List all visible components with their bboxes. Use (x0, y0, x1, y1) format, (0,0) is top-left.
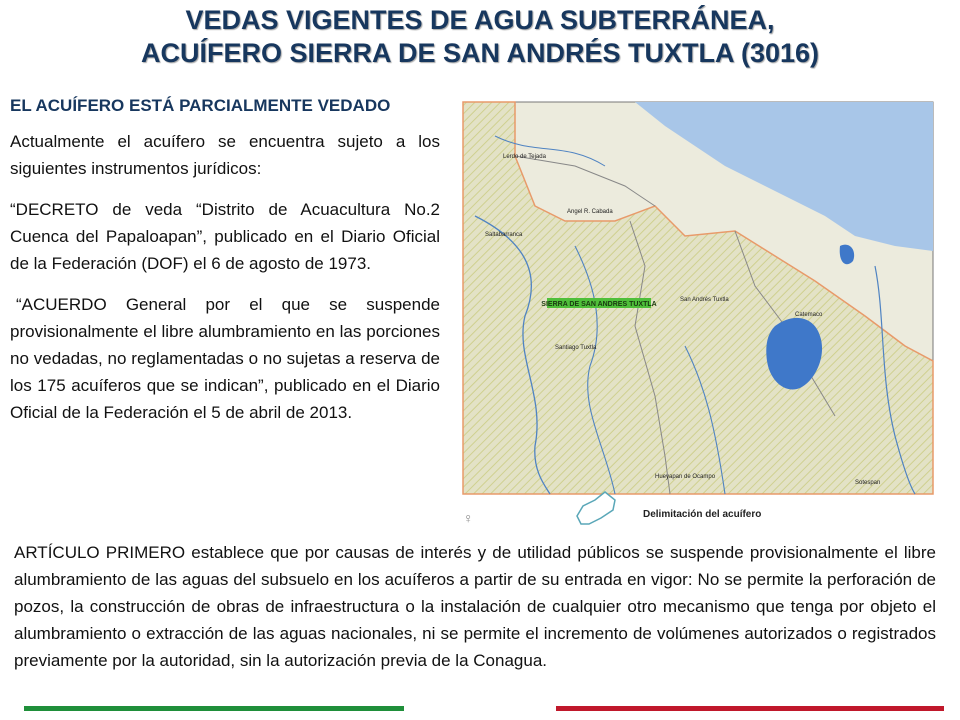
intro-paragraph: Actualmente el acuífero se encuentra sujeto a los siguientes instrumentos jurídicos: (10, 132, 440, 178)
town-label: Saltabarranca (485, 232, 523, 238)
town-label: Santiago Tuxtla (555, 345, 597, 351)
town-label: Angel R. Cabada (567, 209, 613, 215)
page-title (0, 4, 960, 70)
town-label: Sotespan (855, 480, 881, 486)
north-arrow-icon: ♀ (463, 510, 474, 526)
decreto-paragraph: “DECRETO de veda “Distrito de Acuacultura No.2 Cuenca del Papaloapan”, publicado en el Diario Oficial de la Federación (DOF) el 6 de agosto de 1973. (10, 200, 440, 273)
footer-green-line (24, 706, 404, 711)
town-label: Catemaco (795, 312, 823, 318)
title-line-2: ACUÍFERO SIERRA DE SAN ANDRÉS TUXTLA (3016) (140, 38, 820, 68)
town-label: Lerdo de Tejada (503, 154, 546, 160)
town-label: Hueyapan de Ocampo (655, 474, 716, 480)
aquifer-map (455, 96, 940, 528)
footer-red-line (556, 706, 944, 711)
left-text-column (10, 128, 440, 440)
title-line-1: VEDAS VIGENTES DE AGUA SUBTERRÁNEA, (185, 5, 775, 35)
articulo-primero-paragraph: ARTÍCULO PRIMERO establece que por causas de interés y de utilidad públicos se suspende provisionalmente el libre alumbramiento de las aguas del subsuelo en los acuíferos a partir de su entrada en vigor: No se permite la perforación de pozos, la construcción de obras de infraestructura o la instalación de cualquier otro mecanismo que tenga por objeto el alumbramiento o extracción de las aguas nacionales, ni se permite el incremento de volúmenes autorizados o registrados previamente por la autoridad, sin la autorización previa de la Conagua. (14, 543, 936, 670)
town-label: San Andrés Tuxtla (680, 297, 729, 303)
section-subtitle: EL ACUÍFERO ESTÁ PARCIALMENTE VEDADO (10, 96, 391, 115)
acuerdo-paragraph: “ACUERDO General por el que se suspende provisionalmente el libre alumbramiento en las porciones no vedadas, no reglamentadas o no sujetas a reserva de los 175 acuíferos que se indican”, publicado en el Diario Oficial de la Federación el 5 de abril de 2013. (10, 295, 440, 422)
legend-label: Delimitación del acuífero (643, 509, 762, 520)
region-label: SIERRA DE SAN ANDRES TUXTLA (541, 301, 657, 308)
